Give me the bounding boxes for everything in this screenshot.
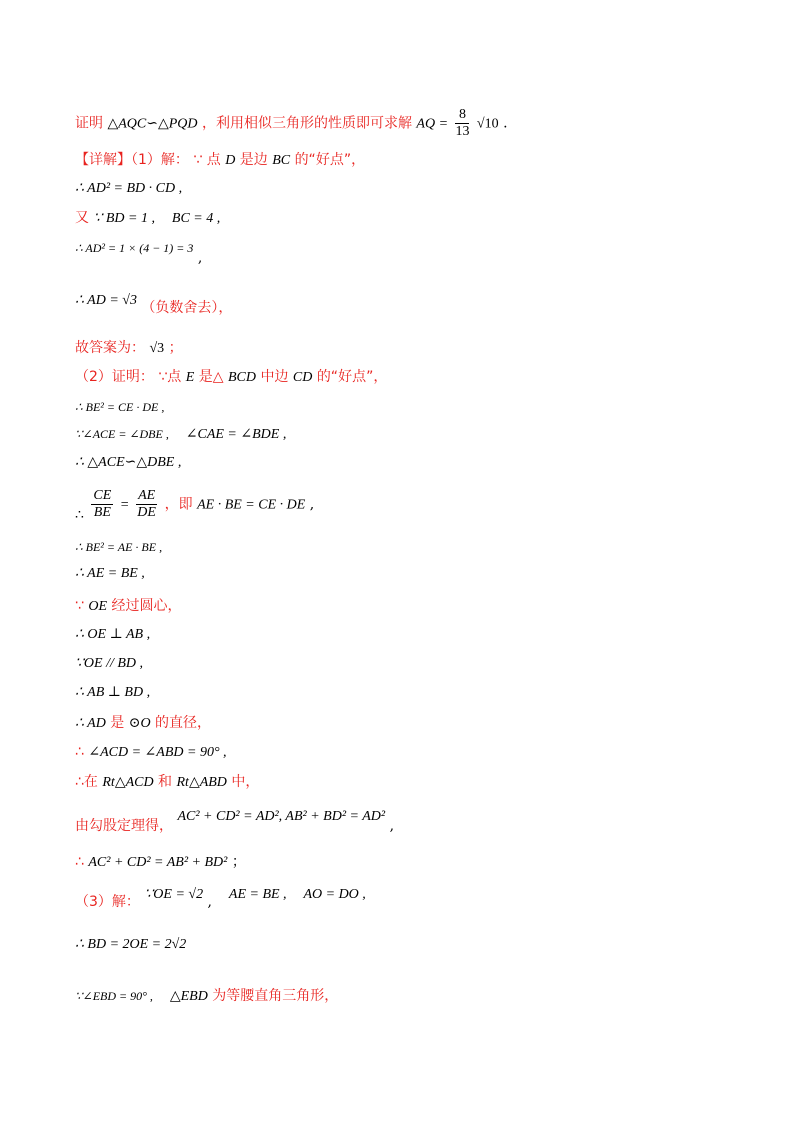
- text: 由勾股定理得，: [75, 818, 173, 834]
- text: 的“好点”，: [294, 152, 366, 168]
- formula: AC² + CD² = AD², AB² + BD² = AD²: [177, 809, 386, 824]
- therefore: ∴: [75, 507, 84, 523]
- denominator: BE: [93, 505, 111, 520]
- numerator: CE: [93, 488, 112, 503]
- text-line-26: [75, 986, 338, 1007]
- formula: Rt△ACD: [102, 775, 154, 790]
- text-line-2: [75, 150, 365, 171]
- text: 是: [110, 715, 125, 731]
- formula: ∴ AD² = 1 × (4 − 1) = 3: [75, 241, 194, 255]
- text-line-15: [75, 596, 182, 617]
- formula: BC = 4 ,: [171, 211, 221, 226]
- text-line-10: [75, 424, 286, 445]
- comma: ,: [309, 496, 315, 513]
- text-line-22: [75, 806, 395, 834]
- formula: AC² + CD² = AB² + BD²: [88, 855, 228, 870]
- text-line-11: ∴ △ACE∽△DBE ,: [75, 455, 182, 470]
- heading: 【详解】（1）解：: [75, 152, 189, 168]
- text: 的直径，: [155, 715, 212, 731]
- text: 中边: [260, 369, 289, 385]
- formula: ∵OE = √2: [144, 887, 204, 902]
- formula: ∵ BD = 1 ,: [93, 211, 155, 226]
- formula: ∠ACD = ∠ABD = 90° ,: [88, 745, 227, 760]
- formula: △EBD: [169, 989, 208, 1004]
- fraction: [91, 488, 113, 521]
- text-line-7: [75, 338, 183, 359]
- formula: ∠CAE = ∠BDE ,: [185, 427, 287, 442]
- text: ，利用相似三角形的性质即可求解: [201, 115, 412, 132]
- formula: AQ =: [416, 116, 449, 132]
- therefore: ∴: [75, 744, 84, 760]
- numerator: AE: [138, 488, 156, 503]
- text: ∵ 点: [193, 152, 221, 168]
- formula: OE: [88, 599, 108, 614]
- formula: ∴ AD: [75, 716, 106, 731]
- comma: ,: [389, 818, 395, 834]
- formula: AE · BE = CE · DE: [197, 497, 306, 513]
- period: .: [503, 115, 508, 132]
- text-line-20: [75, 742, 227, 763]
- heading: （2）证明：: [75, 369, 154, 385]
- text-line-4: [75, 208, 220, 229]
- text: （负数舍去），: [141, 300, 233, 316]
- text-line-8: [75, 367, 387, 388]
- formula: AO = DO ,: [303, 887, 366, 902]
- text: 是边: [239, 152, 268, 168]
- text: ∵点: [158, 369, 182, 385]
- text-line-23: [75, 852, 246, 873]
- text: 经过圆心，: [111, 598, 182, 614]
- text: 又: [75, 210, 89, 226]
- text: ∴在: [75, 774, 98, 790]
- text-line-18: ∴ AB ⊥ BD ,: [75, 685, 151, 700]
- heading: （3）解：: [75, 894, 140, 910]
- text-line-3: ∴ AD² = BD · CD ,: [75, 181, 183, 196]
- denominator: 13: [455, 124, 470, 139]
- text: 的“好点”，: [316, 369, 388, 385]
- formula: ∵∠ACE = ∠DBE ,: [75, 427, 169, 441]
- text: 中，: [231, 774, 260, 790]
- text-line-14: ∴ AE = BE ,: [75, 566, 145, 581]
- fraction: [455, 107, 469, 140]
- formula: ∴ AD = √3: [75, 293, 137, 308]
- formula: BC: [272, 153, 291, 168]
- equals: =: [120, 497, 129, 513]
- text: ，即: [164, 496, 193, 513]
- therefore: ∴: [75, 854, 84, 870]
- text-line-25: ∴ BD = 2OE = 2√2: [75, 937, 187, 952]
- text: 和: [158, 774, 173, 790]
- text-line-19: [75, 713, 211, 734]
- formula: △AQC∽△PQD: [107, 116, 198, 132]
- numerator: 8: [455, 107, 469, 124]
- text-line-12: [75, 488, 314, 521]
- fraction: [136, 488, 157, 521]
- comma: ,: [207, 894, 212, 910]
- formula: CD: [292, 370, 313, 385]
- formula: √3: [149, 341, 165, 356]
- formula: AE = BE ,: [228, 887, 287, 902]
- semicolon: ；: [168, 340, 183, 356]
- prefix: 证明: [75, 115, 103, 132]
- formula: ∵∠EBD = 90° ,: [75, 989, 153, 1003]
- formula: E: [185, 370, 195, 385]
- formula: BCD: [228, 370, 256, 385]
- text: 是△: [198, 369, 224, 385]
- text-line-16: ∴ OE ⊥ AB ,: [75, 627, 151, 642]
- formula: √10: [476, 116, 499, 132]
- text-line-17: ∵OE // BD ,: [75, 656, 144, 671]
- text-line-24: [75, 884, 366, 910]
- text-line-6: [75, 290, 233, 316]
- because: ∵: [75, 598, 84, 614]
- semicolon: ；: [231, 854, 246, 870]
- text: 为等腰直角三角形，: [212, 988, 339, 1004]
- denominator: DE: [137, 505, 156, 520]
- text-line-9: ∴ BE² = CE · DE ,: [75, 400, 165, 414]
- text: 故答案为：: [75, 340, 145, 356]
- text-line-13: ∴ BE² = AE · BE ,: [75, 540, 163, 554]
- text-line-5: [75, 238, 203, 266]
- comma: ,: [197, 250, 203, 266]
- formula: ⊙O: [128, 716, 151, 731]
- text-line-1: [75, 107, 508, 140]
- formula: D: [225, 153, 236, 168]
- text-line-21: [75, 772, 259, 793]
- formula: Rt△ABD: [176, 775, 227, 790]
